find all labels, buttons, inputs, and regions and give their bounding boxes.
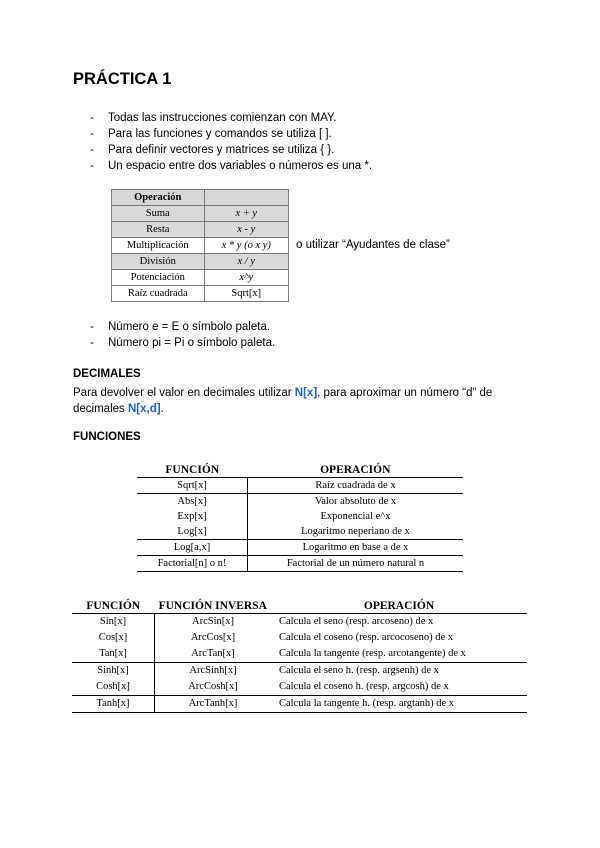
table-cell: x - y [204,222,288,238]
table-cell: Raíz cuadrada de x [248,478,464,494]
operations-table [111,189,289,302]
table-cell: Logaritmo neperiano de x [248,524,464,540]
code-n-x: N[x] [294,387,318,399]
table-cell: Exp[x] [137,509,248,524]
instructions-list [88,110,372,174]
table-cell: ArcTan[x] [155,646,272,663]
table-cell: x^y [204,270,288,286]
table-cell: ArcSinh[x] [189,665,237,676]
table-cell: ArcSin[x] [192,616,234,627]
table-cell: Log[x] [137,524,248,540]
table-cell: Resta [112,222,205,238]
table-cell: Calcula el seno h. (resp. argsenh) de x [279,665,439,676]
table-cell: ArcCos[x] [190,632,236,643]
table-cell: Logaritmo en base a de x [248,540,464,556]
table-header: FUNCIÓN INVERSA [155,598,272,614]
list-item: - Número pi = Pi o símbolo paleta. [88,335,275,351]
table-cell: Raíz cuadrada [112,286,205,302]
table-cell: Tan[x] [72,646,155,663]
table-cell: Factorial[n] o n! [137,556,248,572]
table-cell: Cos[x] [72,630,155,646]
table-cell: Valor absoluto de x [314,496,397,507]
funciones-heading: FUNCIONES [73,431,141,443]
table-cell: ArcCosh[x] [155,679,272,696]
table-cell: Calcula la tangente h. (resp. argtanh) de x [271,696,527,713]
table-header: Operación [112,190,205,206]
table-cell: División [112,254,205,270]
page-title: PRÁCTICA 1 [73,70,172,88]
functions-table [137,462,463,572]
decimales-heading: DECIMALES [73,368,141,380]
table-header: FUNCIÓN [137,462,248,478]
table-cell: Calcula el coseno h. (resp. argcosh) de x [271,679,527,696]
table-cell: Sinh[x] [72,663,155,680]
table-cell: Calcula el coseno (resp. arcocoseno) de x [279,632,454,643]
table-cell: Tanh[x] [72,696,155,713]
decimales-paragraph: Para devolver el valor en decimales utilizar N[x], para aproximar un número “d” de decimales N[x,d]. [73,387,493,415]
class-helpers-note: o utilizar “Ayudantes de clase” [296,239,450,251]
table-cell: Abs[x] [137,494,248,510]
trig-functions-table [72,598,527,713]
table-cell: Sin[x] [72,614,155,631]
list-item: - Número e = E o símbolo paleta. [88,319,275,335]
code-n-x-d: N[x,d] [127,403,161,415]
table-header: OPERACIÓN [271,598,527,614]
table-cell: Multiplicación [112,238,205,254]
table-cell: Potenciación [112,270,205,286]
table-cell: Suma [112,206,205,222]
table-cell: ArcTanh[x] [155,696,272,713]
table-cell: x + y [204,206,288,222]
table-cell: Factorial de un número natural n [248,556,464,572]
table-header: OPERACIÓN [248,462,464,478]
list-item: - Un espacio entre dos variables o números es una *. [88,158,372,174]
table-cell: x * y (o x y) [204,238,288,254]
table-cell: Sqrt[x] [204,286,288,302]
table-header: FUNCIÓN [72,598,155,614]
table-cell: Cosh[x] [72,679,155,696]
list-item: - Todas las instrucciones comienzan con MAY. [88,110,372,126]
table-cell: Log[a,x] [137,540,248,556]
table-cell: Exponencial e^x [320,511,391,522]
table-cell: Calcula el seno (resp. arcoseno) de x [279,616,434,627]
list-item: - Para las funciones y comandos se utiliza [ ]. [88,126,372,142]
constants-list [88,319,275,351]
table-cell: Sqrt[x] [137,478,248,494]
table-cell: Calcula la tangente (resp. arcotangente) de x [271,646,527,663]
list-item: - Para definir vectores y matrices se utiliza { }. [88,142,372,158]
table-cell: x / y [204,254,288,270]
